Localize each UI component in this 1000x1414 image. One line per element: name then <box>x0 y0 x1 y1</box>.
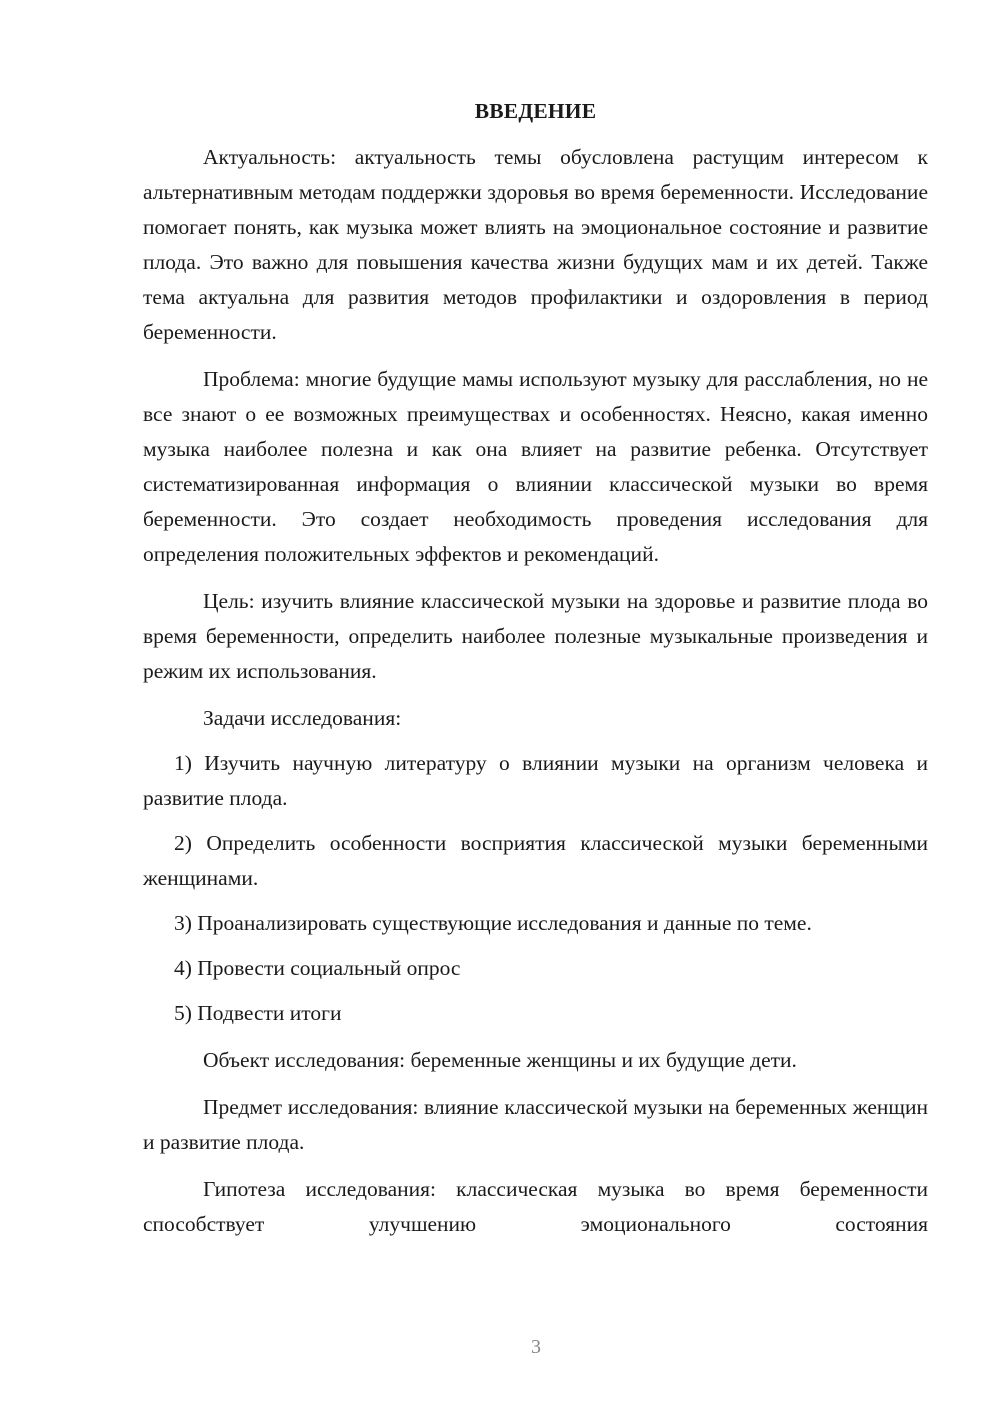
problem-paragraph: Проблема: многие будущие мамы используют музыку для расслабления, но не все знают о ее возможных преимуществах и особенностях. Неясно, какая именно музыка наиболее полезна и как она влияет на развитие ребенка. Отсутствует систематизированная информация о влиянии классической музыки во время беременности. Это создает необходимость проведения исследования для определения положительных эффектов и рекомендаций. <box>143 367 928 566</box>
task-item: 3) Проанализировать существующие исследования и данные по теме. <box>174 911 812 935</box>
task-item: 5) Подвести итоги <box>174 1001 342 1025</box>
tasks-intro: Задачи исследования: <box>203 706 402 730</box>
hypothesis-paragraph: Гипотеза исследования: классическая музыка во время беременности способствует улучшению эмоционального состояния <box>143 1177 928 1236</box>
relevance-paragraph: Актуальность: актуальность темы обусловлена растущим интересом к альтернативным методам поддержки здоровья во время беременности. Исследование помогает понять, как музыка может влиять на эмоциональное состояние и развитие плода. Это важно для повышения качества жизни будущих мам и их детей. Также тема актуальна для развития методов профилактики и оздоровления в период беременности. <box>143 145 928 344</box>
page-content <box>143 94 928 1242</box>
subject-paragraph: Предмет исследования: влияние классической музыки на беременных женщин и развитие плода. <box>143 1095 928 1154</box>
goal-paragraph: Цель: изучить влияние классической музыки на здоровье и развитие плода во время беременности, определить наиболее полезные музыкальные произведения и режим их использования. <box>143 589 928 683</box>
task-item: 1) Изучить научную литературу о влиянии музыки на организм человека и развитие плода. <box>143 751 928 810</box>
task-item: 4) Провести социальный опрос <box>174 956 461 980</box>
page-number: 3 <box>531 1336 541 1358</box>
object-paragraph: Объект исследования: беременные женщины и их будущие дети. <box>203 1048 797 1072</box>
task-item: 2) Определить особенности восприятия классической музыки беременными женщинами. <box>143 831 928 890</box>
section-heading: ВВЕДЕНИЕ <box>474 99 597 123</box>
